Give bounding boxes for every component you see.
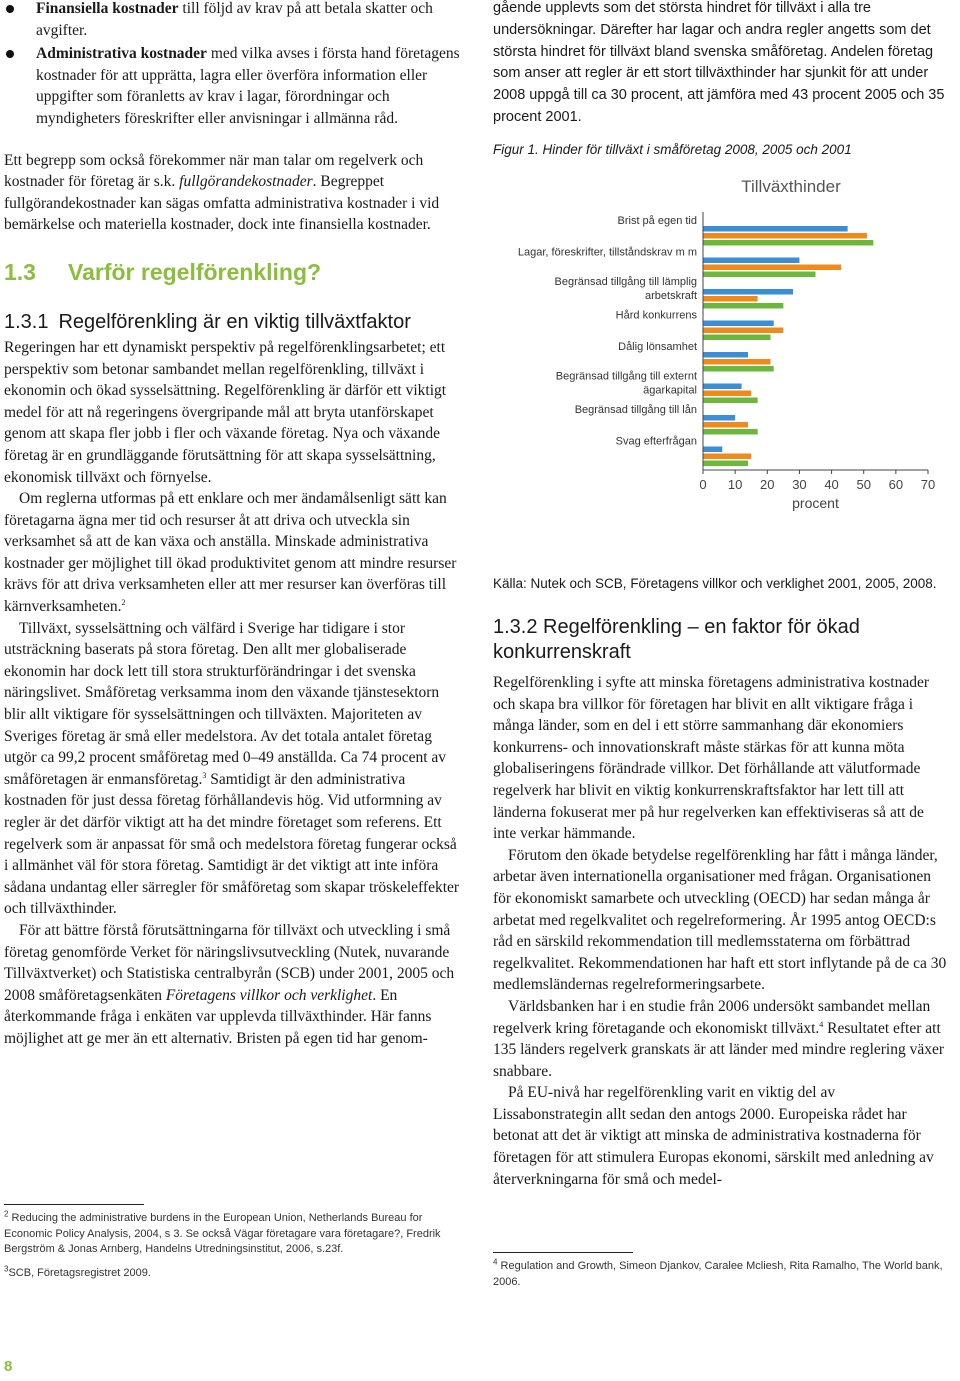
- bar-2008: [703, 258, 799, 264]
- x-tick-label: 10: [727, 477, 743, 492]
- footnotes-left: [4, 1204, 460, 1281]
- footnote-ref: 2: [121, 597, 126, 607]
- bar-2001: [703, 335, 771, 341]
- bar-2005: [703, 328, 783, 334]
- category-label: Begränsad tillgång till lämplig: [554, 276, 697, 288]
- x-tick-label: 50: [856, 477, 871, 492]
- subsection-number: 1.3.2: [493, 616, 538, 638]
- category-label: Begränsad tillgång till lån: [574, 404, 697, 416]
- left-column: [4, 0, 460, 1279]
- category-label: ägarkapital: [643, 384, 697, 397]
- category-label: Brist på egen tid: [617, 215, 697, 227]
- bar-2001: [703, 303, 783, 309]
- footnote-ref: 4: [819, 1019, 824, 1029]
- list-item-text: med vilka avses i första hand företagens kostnader för att upprätta, lagra eller överföra information eller uppgifter som föranletts av krav i lagar, förordningar och myndigheters föreskrifter eller anvisningar i allmänna råd.: [36, 45, 460, 127]
- intro-italic: fullgörandekostnader: [179, 173, 313, 191]
- footnote: [493, 1259, 948, 1290]
- footnote-number: 3: [4, 1263, 9, 1273]
- footnote: [4, 1263, 460, 1282]
- paragraph-text: För att bättre förstå förutsättningarna för tillväxt och utveckling i små företag genomförde Verket för näringslivsutveckling (Nutek, nuvarande Tillväxtverket) och Statistiska centralbyrån (SCB) under 2001, 2005 och 2008 småföretagsenkäten: [4, 921, 455, 1004]
- survey-title: Företagens villkor och verklighet: [165, 986, 373, 1004]
- bar-2005: [703, 359, 771, 365]
- body-paragraph: [493, 996, 948, 1082]
- body-paragraph: gående upplevts som det största hindret för tillväxt i alla tre undersökningar. Därefter har lagar och andra regler angetts som det största hindret för tillväxt bland svenska småföretag. Andelen företag som anser att regler är ett stort tillväxthinder har sjunkit för att under 2008 uppgå till ca 30 procent, att jämföra med 43 procent 2005 och 35 procent 2001.: [493, 0, 945, 125]
- bar-2008: [703, 321, 774, 327]
- bar-2008: [703, 384, 742, 390]
- footnote-rule: [4, 1204, 144, 1205]
- footnote-text: Regulation and Growth, Simeon Djankov, Caralee Mcliesh, Rita Ramalho, The World bank, 2006.: [493, 1260, 943, 1288]
- intro-text-1: Ett begrepp som också förekommer när man talar om regelverk och kostnader för företag är s.k.: [4, 151, 424, 191]
- list-item-bold: Administrativa kostnader: [36, 45, 207, 63]
- x-tick-label: 20: [760, 477, 775, 492]
- paragraph-text: Samtidigt är den administrativa kostnaden för just dessa företag förhållandevis hög. Vid utformning av regler är det därför viktigt att ha det mindre företaget som referens. Ett regelverk som är anpassat för små och medelstora företag fungerar också i allmänhet väl för stora företag. Samtidigt är det viktigt att inte införa sådana undantag eller särregler för småföretag som skapar tröskeleffekter och tillväxthinder.: [4, 770, 460, 918]
- footnote-number: 4: [493, 1257, 498, 1267]
- x-tick-label: 30: [792, 477, 807, 492]
- footnote-text: SCB, Företagsregistret 2009.: [8, 1266, 151, 1279]
- bar-2001: [703, 461, 748, 467]
- x-tick-label: 40: [824, 477, 839, 492]
- bar-2005: [703, 391, 751, 397]
- growth-barriers-chart: [483, 168, 943, 518]
- x-axis-label: procent: [792, 495, 839, 511]
- footnote-rule: [493, 1252, 633, 1253]
- intro-paragraph: [4, 150, 460, 236]
- chart-source: Källa: Nutek och SCB, Företagens villkor och verklighet 2001, 2005, 2008.: [493, 576, 937, 591]
- body-paragraph: [4, 618, 460, 920]
- list-item: [4, 0, 460, 41]
- footnote: [4, 1211, 460, 1258]
- bar-2001: [703, 366, 774, 372]
- category-label: Svag efterfrågan: [615, 435, 697, 448]
- section-heading: [4, 258, 460, 286]
- figure-caption: Figur 1. Hinder för tillväxt i småföretag 2008, 2005 och 2001: [493, 141, 852, 157]
- sub2-body: [493, 672, 948, 1190]
- body-paragraph: Förutom den ökade betydelse regelförenkling har fått i många länder, arbetar även internationella organisationer med frågan. Organisationen för ekonomiskt samarbete och utveckling (OECD) har sedan många år arbetat med regelkvalitet och regelreformering. År 1995 antog OECD:s råd en särskild rekommendation till medlemsstaterna om förbättrad regelkvalitet. Rekommendationen har haft ett stort inflytande på de ca 30 medlemsländernas regelreformeringsarbete.: [493, 846, 947, 994]
- x-tick-label: 70: [920, 477, 936, 492]
- paragraph-text: Resultatet efter att 135 länders regelverk granskats är att länder med mindre reglering växer snabbare.: [493, 1019, 945, 1080]
- subsection-number: 1.3.1: [4, 310, 49, 333]
- body-paragraph: Regeringen har ett dynamiskt perspektiv på regelförenklingsarbetet; ett perspektiv som betonar sambandet mellan regelförenkling, tillväxt i ekonomin och ökad sysselsättning. Regelförenkling är därför ett viktigt medel för att nå regeringens övergripande mål att bryta utanförskapet genom att skapa fler jobb i fler och växande företag. Nya och växande företag är en grundläggande förutsättning för att skapa sysselsättning, ekonomisk tillväxt och förnyelse.: [4, 338, 447, 486]
- paragraph-text: Världsbanken har i en studie från 2006 undersökt sambandet mellan regelverk kring företagande och ekonomiskt tillväxt.: [493, 997, 931, 1037]
- list-item-text: till följd av krav på att betala skatter och avgifter.: [36, 0, 433, 39]
- footnote-ref: 3: [202, 770, 207, 780]
- bar-2001: [703, 429, 758, 435]
- subsection-title: Regelförenkling – en faktor för ökad konkurrenskraft: [493, 616, 860, 663]
- bar-2001: [703, 398, 758, 404]
- section-title: Varför regelförenkling?: [68, 258, 322, 285]
- bullet-icon: [6, 50, 14, 58]
- paragraph-text: . En återkommande fråga i enkäten var upplevda tillväxthinder. Här fanns möjlighet att ge mer än ett alternativ. Bristen på egen tid har genom-: [4, 986, 432, 1047]
- bar-2005: [703, 422, 748, 428]
- bar-2008: [703, 226, 848, 232]
- intro-text-2: . Begreppet fullgörandekostnader kan sägas omfatta administrativa kostnader i vid bemärkelse och materiella kostnader, dock inte finansiella kostnader.: [4, 173, 440, 234]
- bar-2005: [703, 454, 751, 460]
- body-paragraph: [4, 488, 460, 618]
- category-label: Begränsad tillgång till externt: [555, 370, 697, 383]
- chart-title: Tillväxthinder: [741, 177, 841, 196]
- bar-2008: [703, 415, 735, 421]
- paragraph-text: Tillväxt, sysselsättning och välfärd i Sverige har tidigare i stor utsträckning baserats på stora företag. Den allt mer globaliserade ekonomin har dock lett till stora strukturförändringar i det svenska näringslivet. Småföretag verksamma inom den växande tjänstesektorn blir allt viktigare för sysselsättningen och tillväxten. Majoriteten av Sveriges företag är små eller medelstora. Av det totala antalet företag utgör ca 99,2 procent småföretag med 0–49 anställda. Ca 74 procent av småföretagen är enmansföretag.: [4, 619, 447, 788]
- bar-2001: [703, 272, 816, 278]
- subsection-heading-1: [4, 310, 460, 335]
- bullet-icon: [6, 5, 14, 13]
- body-paragraph: Regelförenkling i syfte att minska företagens administrativa kostnader och skapa bra villkor för företagen har blivit en allt viktigare fråga i många länder, som en del i ett större sammanhang där ekonomiers konkurrens- och innovationskraft måste stärkas för att kunna möta globaliseringens förändrade villkor. Det förhållande att välutformade regelverk har blivit en viktig konkurrenskraftsfaktor har lett till att länderna fokuserat mer på hur regelverken kan effektiviseras så att de inte verkar hämmande.: [493, 674, 930, 843]
- bar-2005: [703, 296, 758, 302]
- list-item: [4, 43, 460, 129]
- footnote-text: Reducing the administrative burdens in the European Union, Netherlands Bureau for Economic Policy Analysis, 2004, s 3. Se också Vägar företagare vara företagare?, Fredrik Bergström & Jonas Arnberg, Handelns Utredningsinstitut, 2006, s.23f.: [4, 1212, 441, 1255]
- category-label: Dålig lönsamhet: [618, 341, 697, 353]
- footnote-number: 2: [4, 1209, 9, 1219]
- page-number: 8: [4, 1358, 13, 1375]
- body-paragraph: På EU-nivå har regelförenkling varit en viktig del av Lissabonstrategin allt sedan den antogs 2000. Europeiska rådet har betonat att det är viktigt att minska de administrativa kostnaderna för företagen för att stimulera Europas ekonomi, särskilt med anledning av återverkningarna för små och medel-: [493, 1084, 934, 1188]
- x-tick-label: 0: [699, 477, 707, 492]
- paragraph-text: Om reglerna utformas på ett enklare och mer ändamålsenligt sätt kan företagarna ägna mer tid och resurser åt att driva och utveckla sin verksamhet så att de kan växa och anställa. Minskade administrativa kostnader ger möjlighet till ökad produktivitet genom att mindre resurser krävs för att driva verksamheten eller att mer resurser kan överföras till kärnverksamheten.: [4, 490, 457, 616]
- section-number: 1.3: [4, 258, 36, 285]
- bar-2008: [703, 352, 748, 358]
- chart-plot: [518, 212, 935, 511]
- x-tick-label: 60: [888, 477, 904, 492]
- body-paragraph: [4, 920, 460, 1050]
- bar-2005: [703, 233, 867, 239]
- cost-list: [4, 0, 460, 130]
- subsection-title: Regelförenkling är en viktig tillväxtfaktor: [58, 310, 411, 333]
- footnotes-right: [493, 1252, 948, 1290]
- bar-2001: [703, 240, 873, 246]
- category-label: arbetskraft: [645, 290, 697, 302]
- right-column: [493, 0, 948, 1288]
- bar-2008: [703, 289, 793, 295]
- list-item-bold: Finansiella kostnader: [36, 0, 179, 17]
- bar-2005: [703, 265, 841, 271]
- category-label: Hård konkurrens: [615, 309, 697, 322]
- subsection-heading-2: [493, 615, 948, 665]
- bar-2008: [703, 447, 722, 453]
- category-label: Lagar, föreskrifter, tillståndskrav m m: [517, 246, 697, 259]
